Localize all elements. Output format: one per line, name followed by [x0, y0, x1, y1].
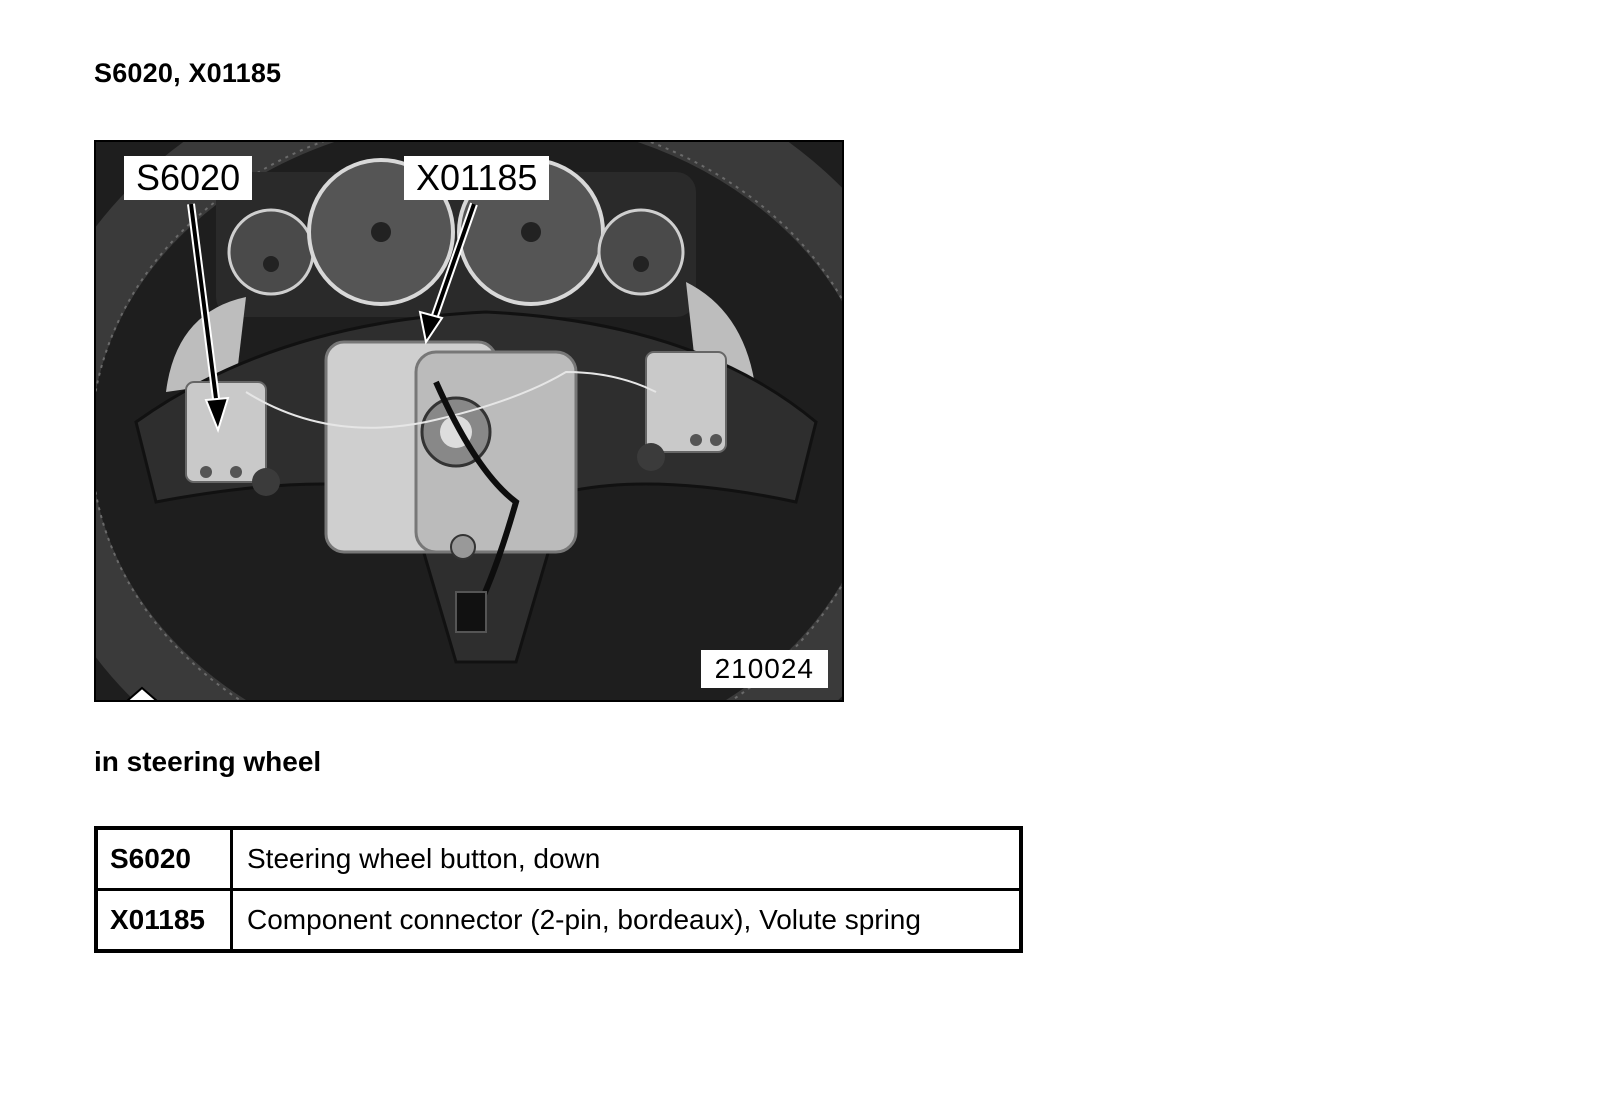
callout-x01185: X01185	[404, 156, 549, 200]
figure-number: 210024	[701, 650, 828, 688]
callout-s6020: S6020	[124, 156, 252, 200]
table-row	[96, 828, 1021, 890]
component-code: S6020	[96, 828, 232, 890]
section-subheading: in steering wheel	[94, 746, 322, 777]
table-row	[96, 890, 1021, 952]
component-legend-table	[94, 826, 1023, 953]
steering-wheel-photo	[94, 140, 844, 702]
page-title: S6020, X01185	[94, 58, 282, 88]
component-description: Component connector (2-pin, bordeaux), Volute spring	[232, 890, 1022, 952]
steering-wheel-illustration	[96, 142, 842, 700]
component-description: Steering wheel button, down	[232, 828, 1022, 890]
component-code: X01185	[96, 890, 232, 952]
